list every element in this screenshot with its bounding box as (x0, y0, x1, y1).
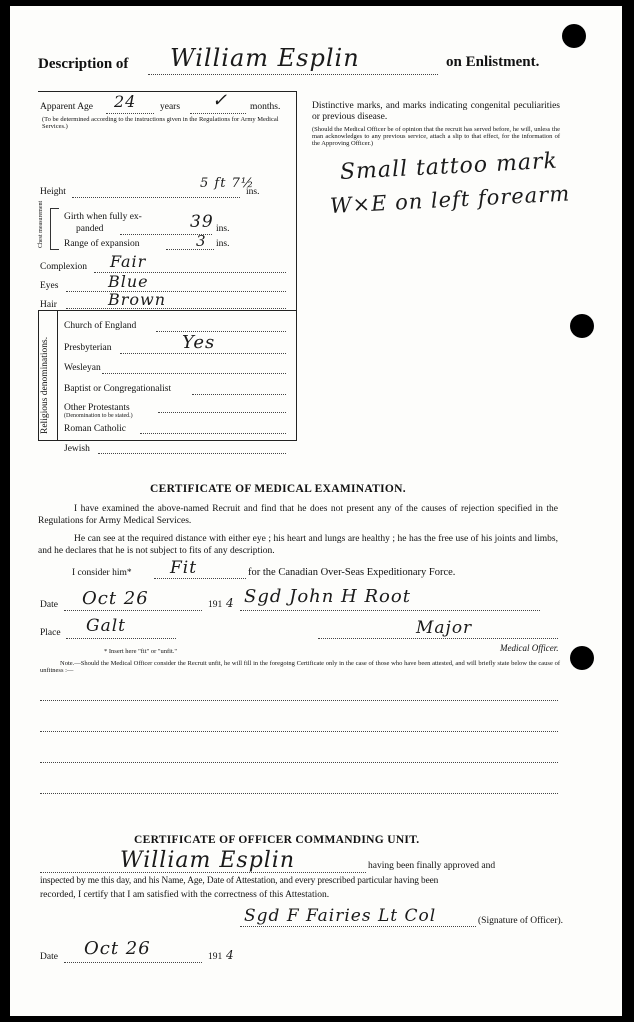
girth-ins: ins. (216, 224, 230, 234)
place-label: Place (40, 628, 61, 638)
years-word: years (160, 102, 181, 112)
commanding-date-value: Oct 26 (84, 938, 151, 959)
girth-value: 39 (190, 212, 214, 232)
marks-note: (Should the Medical Officer be of opinion that the recruit has served before, he will, unless the man acknowledges to any previous service, attach a slip to that effect, for the information of the Approving Officer.) (312, 126, 560, 147)
range-value: 3 (196, 232, 207, 250)
religion-other-protestants: Other Protestants (64, 403, 130, 413)
scan-edge-right (622, 0, 634, 1022)
recruit-name: William Esplin (170, 44, 360, 72)
medical-title: CERTIFICATE OF MEDICAL EXAMINATION. (150, 483, 406, 495)
commanding-year-value: 4 (226, 948, 235, 962)
medical-officer-label: Medical Officer. (500, 643, 559, 653)
medical-para-1: I have examined the above-named Recruit and find that he does not present any of the causes of rejection specified in the Regulations for Army Medical Services. (38, 504, 558, 526)
height-value: 5 ft 7½ (200, 176, 255, 191)
girth-label-2: panded (76, 224, 104, 234)
religion-baptist: Baptist or Congregationalist (64, 384, 172, 394)
chest-label: Chest measurement (38, 200, 44, 248)
range-label: Range of expansion (64, 239, 140, 249)
girth-label-1: Girth when fully ex- (64, 212, 142, 222)
header-suffix: on Enlistment. (446, 54, 540, 70)
commanding-officer-signature: Sgd F Fairies Lt Col (244, 906, 437, 926)
eyes-label: Eyes (40, 281, 59, 291)
complexion-value: Fair (110, 252, 147, 271)
commanding-line-2: inspected by me this day, and his Name, Age, Date of Attestation, and every prescribed particular having been (40, 876, 439, 886)
medical-officer-rank: Major (416, 618, 473, 638)
age-months: ✓ (212, 90, 229, 111)
insert-note: * Insert here "fit" or "unfit." (104, 648, 178, 655)
scan-edge-top (0, 0, 634, 6)
marks-title: Distinctive marks, and marks indicating congenital peculiarities or previous disease. (312, 101, 560, 122)
months-word: months. (250, 102, 281, 112)
marks-line-1: Small tattoo mark (339, 148, 559, 185)
place-value: Galt (86, 616, 126, 636)
punch-hole-bottom (570, 646, 594, 670)
religion-roman-catholic: Roman Catholic (64, 424, 127, 434)
religion-other-note: (Denomination to be stated.) (64, 413, 133, 419)
religion-mark: Yes (182, 332, 216, 353)
commanding-date-label: Date (40, 952, 58, 962)
header-prefix: Description of (38, 56, 129, 72)
commanding-recruit-name: William Esplin (120, 848, 296, 873)
commanding-title: CERTIFICATE OF OFFICER COMMANDING UNIT. (134, 834, 420, 846)
religion-header: Religious denominations. (40, 336, 50, 434)
consider-suffix: for the Canadian Over-Seas Expeditionary Force. (248, 567, 456, 578)
punch-hole-top (562, 24, 586, 48)
commanding-line-1: having been finally approved and (368, 861, 496, 871)
age-years: 24 (114, 92, 137, 111)
complexion-label: Complexion (40, 262, 87, 272)
commanding-year-printed: 191 (208, 952, 223, 962)
religion-church-of-england: Church of England (64, 321, 137, 331)
hair-label: Hair (40, 300, 57, 310)
commanding-line-3: recorded, I certify that I am satisfied with the correctness of this Attestation. (40, 890, 330, 900)
medical-year-printed: 191 (208, 600, 223, 610)
height-ins: ins. (246, 187, 260, 197)
range-ins: ins. (216, 239, 230, 249)
medical-para-2: He can see at the required distance with either eye ; his heart and lungs are healthy ; he has the free use of his joints and limbs, and he declares that he is not subject to fits of any description. (38, 534, 558, 556)
religion-jewish: Jewish (64, 444, 90, 454)
commanding-sig-label: (Signature of Officer). (478, 916, 564, 926)
medical-date-label: Date (40, 600, 58, 610)
consider-prefix: I consider him* (72, 568, 132, 578)
age-label: Apparent Age (40, 102, 94, 112)
medical-date-value: Oct 26 (82, 588, 149, 609)
medical-year-value: 4 (226, 596, 235, 610)
medical-officer-signature: Sgd John H Root (244, 586, 411, 607)
scan-edge-bottom (0, 1016, 634, 1022)
marks-line-2: W×E on left forearm (329, 181, 571, 218)
height-label: Height (40, 187, 66, 197)
religion-wesleyan: Wesleyan (64, 363, 101, 373)
age-note: (To be determined according to the instructions given in the Regulations for Army Medical Services.) (42, 116, 279, 130)
punch-hole-middle (570, 314, 594, 338)
eyes-value: Blue (108, 272, 149, 291)
scan-edge-left (0, 0, 10, 1022)
unfit-note: Note.—Should the Medical Officer consider the Recruit unfit, he will fill in the foregoing Certificate only in the case of those who have been attested, and will briefly state below the cause of unfitness :— (40, 660, 560, 674)
consider-value: Fit (170, 558, 198, 578)
religion-presbyterian: Presbyterian (64, 343, 112, 353)
hair-value: Brown (108, 290, 167, 309)
